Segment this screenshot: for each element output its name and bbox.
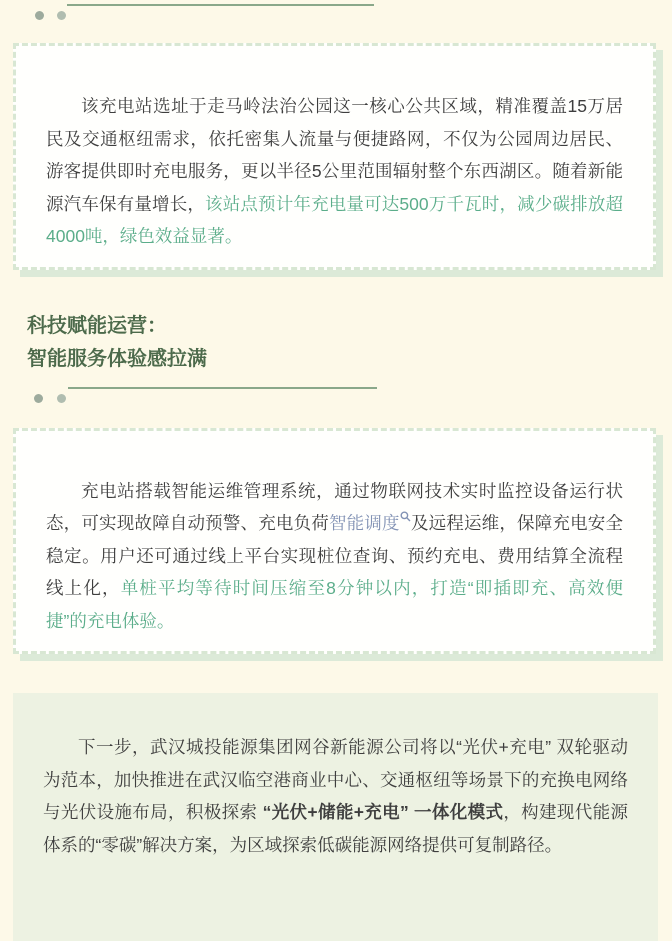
paragraph-location-highlight: 该站点预计年充电量可达500万千瓦时，减少碳排放超4000吨，绿色效益显著。 xyxy=(46,193,624,246)
section-divider xyxy=(0,384,672,406)
section-divider xyxy=(0,0,672,20)
divider-dot xyxy=(34,394,43,403)
section-heading xyxy=(27,310,672,376)
paragraph-operation-normal-2: 及远程运维，保障充电安全稳定。用户还可通过线上平台实现桩位查询、预约充电、费用结算全流程线上化， xyxy=(46,513,623,598)
paragraph-next-steps-bold: “光伏+储能+充电” 一体化模式 xyxy=(262,802,504,822)
paragraph-next-steps-start: 下一步，武汉城投能源集团网谷新能源公司将以“光伏+充电” 双轮驱动为范本，加快推进在武汉临空港商业中心、交通枢纽等场景下的充换电网络与光伏设施布局，积极探索 xyxy=(43,737,628,822)
paragraph-operation xyxy=(46,475,623,638)
paragraph-operation-highlight: 单桩平均等待时间压缩至8分钟以内，打造“即插即充、高效便捷”的充电体验。 xyxy=(46,578,623,631)
paragraph-location xyxy=(46,90,623,253)
content-card-location xyxy=(13,43,656,270)
content-card-operation xyxy=(13,428,656,655)
section-heading-line1: 科技赋能运营： xyxy=(27,314,167,337)
smart-dispatch-link[interactable]: 智能调度 xyxy=(329,513,400,533)
divider-line xyxy=(68,387,377,389)
divider-dot xyxy=(57,11,66,20)
paragraph-next-steps-end: ，构建现代能源体系的“零碳”解决方案，为区域探索低碳能源网络提供可复制路径。 xyxy=(43,802,628,855)
paragraph-operation-normal: 充电站搭载智能运维管理系统，通过物联网技术实时监控设备运行状态，可实现故障自动预警、充电负荷 xyxy=(46,480,623,533)
next-steps-panel xyxy=(13,693,658,941)
divider-dot xyxy=(57,394,66,403)
search-icon[interactable] xyxy=(400,506,411,526)
section-heading-line2: 智能服务体验感拉满 xyxy=(27,347,207,370)
divider-dot xyxy=(35,11,44,20)
paragraph-next-steps xyxy=(43,731,628,861)
divider-line xyxy=(67,4,374,6)
paragraph-location-normal: 该充电站选址于走马岭法治公园这一核心公共区域，精准覆盖15万居民及交通枢纽需求，依托密集人流量与便捷路网，不仅为公园周边居民、游客提供即时充电服务，更以半径5公里范围辐射整个东西湖区。随着新能源汽车保有量增长， xyxy=(46,96,623,214)
